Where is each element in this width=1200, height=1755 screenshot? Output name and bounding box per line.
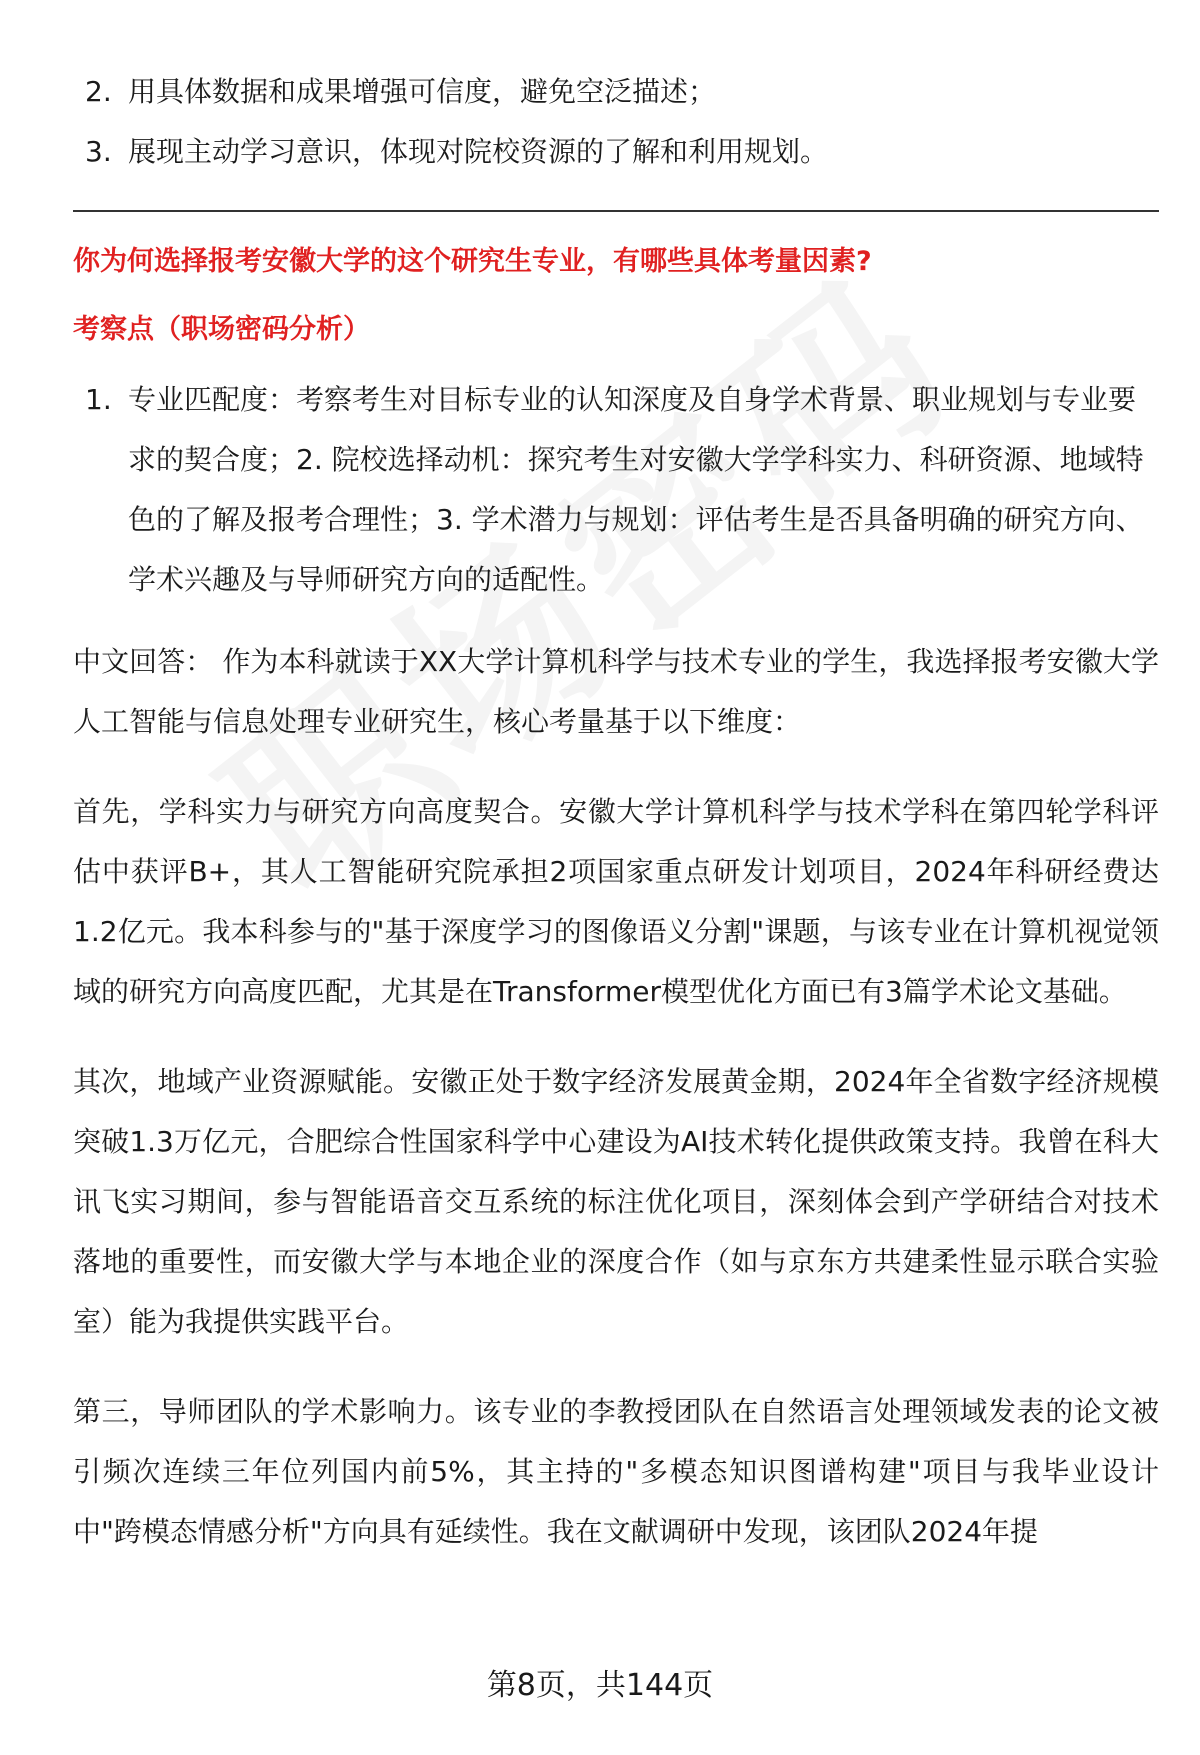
answer-paragraph: 第三，导师团队的学术影响力。该专业的李教授团队在自然语言处理领域发表的论文被引频次连续三年位列国内前5%，其主持的"多模态知识图谱构建"项目与我毕业设计中"跨模态情感分析"方向具有延续性。我在文献调研中发现，该团队2024年提 [73, 1395, 1159, 1548]
list-item-number: 3. [85, 135, 112, 168]
list-item-text: 专业匹配度：考察考生对目标专业的认知深度及自身学术背景、职业规划与专业要求的契合度；2. 院校选择动机：探究考生对安徽大学学科实力、科研资源、地域特色的了解及报考合理性；3. 学术潜力与规划：评估考生是否具备明确的研究方向、学术兴趣及与导师研究方向的适配性。 [128, 383, 1144, 596]
list-item-text: 展现主动学习意识，体现对院校资源的了解和利用规划。 [128, 135, 829, 168]
analysis-points-list [73, 370, 1159, 610]
answer-paragraph: 首先，学科实力与研究方向高度契合。安徽大学计算机科学与技术学科在第四轮学科评估中获评B+，其人工智能研究院承担2项国家重点研发计划项目，2024年科研经费达1.2亿元。我本科参与的"基于深度学习的图像语义分割"课题，与该专业在计算机视觉领域的研究方向高度匹配，尤其是在Transformer模型优化方面已有3篇学术论文基础。 [73, 795, 1159, 1008]
list-item-text: 用具体数据和成果增强可信度，避免空泛描述； [128, 75, 717, 108]
section-divider [73, 210, 1159, 212]
list-item [73, 122, 1159, 182]
list-item [73, 62, 1159, 122]
list-item-number: 1. [85, 383, 112, 416]
answer-intro: 中文回答： 作为本科就读于XX大学计算机科学与技术专业的学生，我选择报考安徽大学人工智能与信息处理专业研究生，核心考量基于以下维度： [73, 645, 1159, 738]
list-item [73, 370, 1159, 610]
answer-paragraph: 其次，地域产业资源赋能。安徽正处于数字经济发展黄金期，2024年全省数字经济规模突破1.3万亿元，合肥综合性国家科学中心建设为AI技术转化提供政策支持。我曾在科大讯飞实习期间，参与智能语音交互系统的标注优化项目，深刻体会到产学研结合对技术落地的重要性，而安徽大学与本地企业的深度合作（如与京东方共建柔性显示联合实验室）能为我提供实践平台。 [73, 1065, 1159, 1338]
list-item-number: 2. [85, 75, 112, 108]
page-number: 第8页，共144页 [486, 1668, 714, 1703]
analysis-heading: 考察点（职场密码分析） [73, 314, 370, 345]
question-heading: 你为何选择报考安徽大学的这个研究生专业，有哪些具体考量因素? [73, 246, 872, 277]
tips-list [73, 62, 1159, 182]
page-content [73, 62, 1159, 1562]
